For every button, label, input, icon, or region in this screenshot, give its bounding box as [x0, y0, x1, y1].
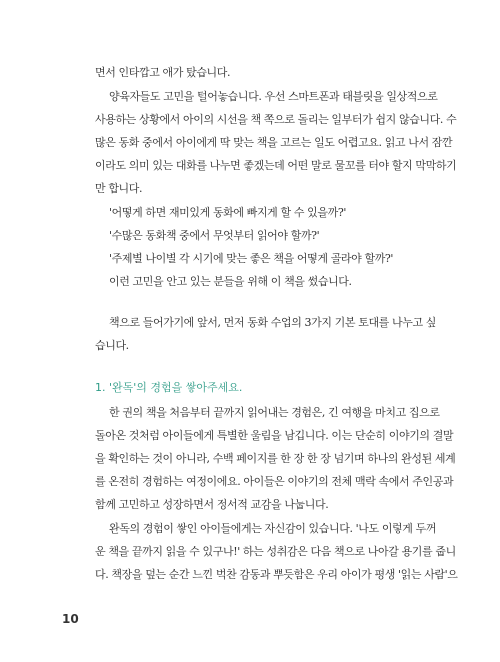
page-number: 10 — [62, 612, 79, 626]
paragraph-line: 함께 고민하고 성장하면서 정서적 교감을 나눕니다. — [95, 498, 329, 511]
question-line: '수많은 동화책 중에서 무엇부터 읽어야 할까?' — [109, 229, 320, 242]
paragraph-line: 돌아온 것처럼 아이들에게 특별한 울림을 남깁니다. 이는 단순히 이야기의 결말 — [95, 429, 454, 442]
paragraph-line: 만 합니다. — [95, 182, 143, 195]
paragraph-line: 양육자들도 고민을 털어놓습니다. 우선 스마트폰과 태블릿을 일상적으로 — [109, 90, 438, 103]
paragraph-line: 한 권의 책을 처음부터 끝까지 읽어내는 경험은, 긴 여행을 마치고 집으로 — [109, 406, 440, 419]
paragraph-line: 다. 책장을 덮는 순간 느낀 벅찬 감동과 뿌듯함은 우리 아이가 평생 '읽는 사람'으 — [95, 568, 458, 581]
paragraph-line: 많은 동화 중에서 아이에게 딱 맞는 책을 고르는 일도 어렵고요. 읽고 나서 잠깐 — [95, 136, 453, 149]
paragraph-line: 책으로 들어가기에 앞서, 먼저 동화 수업의 3가지 기본 토대를 나누고 싶 — [109, 316, 436, 329]
section-heading: 1. '완독'의 경험을 쌓아주세요. — [95, 381, 243, 394]
question-line: '어떻게 하면 재미있게 동화에 빠지게 할 수 있을까?' — [109, 206, 346, 219]
paragraph-line: 을 확인하는 것이 아니라, 수백 페이지를 한 장 한 장 넘기며 하나의 완성된 세계 — [95, 452, 456, 465]
paragraph-line: 운 책을 끝까지 읽을 수 있구나!' 하는 성취감은 다음 책으로 나아갈 용기를 줍니 — [95, 545, 456, 558]
paragraph-line: 를 온전히 경험하는 여정이에요. 아이들은 이야기의 전체 맥락 속에서 주인공과 — [95, 475, 454, 488]
paragraph-line: 면서 인타깝고 애가 탔습니다. — [95, 66, 231, 79]
paragraph-line: 이런 고민을 안고 있는 분들을 위해 이 책을 썼습니다. — [109, 275, 352, 288]
paragraph-line: 사용하는 상황에서 아이의 시선을 책 쪽으로 돌리는 일부터가 쉽지 않습니다. 수 — [95, 113, 457, 126]
paragraph-line: 완독의 경험이 쌓인 아이들에게는 자신감이 있습니다. '나도 이렇게 두꺼 — [109, 522, 437, 535]
paragraph-line: 이라도 의미 있는 대화를 나누면 좋겠는데 어떤 말로 물꼬를 터야 할지 막막하기 — [95, 159, 457, 172]
paragraph-line: 습니다. — [95, 339, 129, 352]
question-line: '주제별 나이별 각 시기에 맞는 좋은 책을 어떻게 골라야 할까?' — [109, 252, 394, 265]
